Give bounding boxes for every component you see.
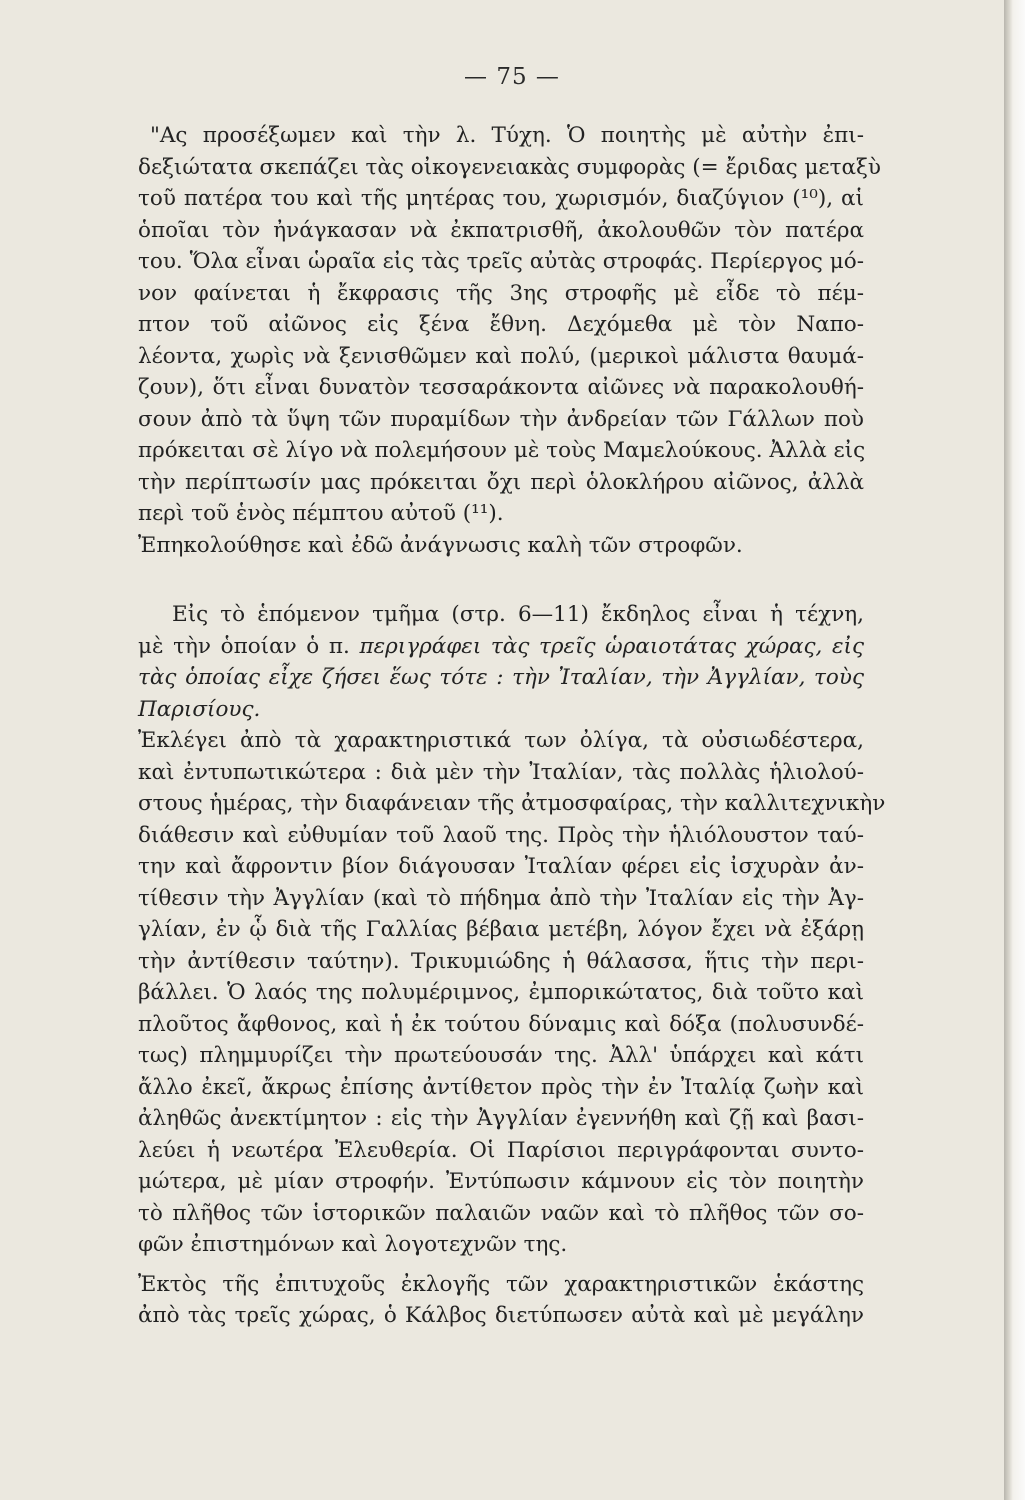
text-line: ὁποῖαι τὸν ἠνάγκασαν νὰ ἐκπατρισθῆ, ἀκολουθῶν τὸν πατέρα [138,217,864,243]
text-line: δεξιώτατα σκεπάζει τὰς οἰκογενειακὰς συμφορὰς (= ἔριδας μεταξὺ [138,154,881,180]
text-line: πλοῦτος ἄφθονος, καὶ ἡ ἐκ τούτου δύναμις καὶ δόξα (πολυσυνδέ- [138,1011,864,1037]
text-line: γλίαν, ἐν ᾧ διὰ τῆς Γαλλίας βέβαια μετέβη, λόγον ἔχει νὰ ἐξάρῃ [138,917,864,942]
text-line: τὰς ὁποίας εἶχε ζήσει ἕως τότε : τὴν Ἰταλίαν, τὴν Ἀγγλίαν, τοὺς [138,665,864,690]
text-line: νον φαίνεται ἡ ἔκφρασις τῆς 3ης στροφῆς μὲ εἶδε τὸ πέμ- [138,280,864,306]
paragraph-4 [138,725,886,1261]
text-line: Παρισίους. [138,696,261,722]
text-line: πτον τοῦ αἰῶνος εἰς ξένα ἔθνη. Δεχόμεθα μὲ τὸν Ναπο- [138,312,864,337]
page-edge [1004,0,1025,1500]
text-line: τὴν περίπτωσίν μας πρόκειται ὄχι περὶ ὁλοκλήρου αἰῶνος, ἀλλὰ [138,469,864,495]
paragraph-2 [138,530,864,562]
text-line: "Ας προσέξωμεν καὶ τὴν λ. Τύχη. Ὁ ποιητὴς μὲ αὐτὴν ἐπι- [150,123,864,148]
text-run-italic: περιγράφει τὰς τρεῖς ὡραιοτάτας χώρας, εἰς [359,633,864,659]
text-line: ἄλλο ἐκεῖ, ἄκρως ἐπίσης ἀντίθετον πρὸς τὴν ἐν Ἰταλίᾳ ζωὴν καὶ [138,1074,864,1100]
text-line: τως) πλημμυρίζει τὴν πρωτεύουσάν της. Ἀλλ' ὑπάρχει καὶ κάτι [138,1043,864,1068]
text-line: τίθεσιν τὴν Ἀγγλίαν (καὶ τὸ πήδημα ἀπὸ τὴν Ἰταλίαν εἰς τὴν Ἀγ- [138,885,864,911]
text-line: τὴν ἀντίθεσιν ταύτην). Τρικυμιώδης ἡ θάλασσα, ἥτις τὴν περι- [138,948,864,974]
text-line: τὸ πλῆθος τῶν ἱστορικῶν παλαιῶν ναῶν καὶ τὸ πλῆθος τῶν σο- [138,1200,864,1226]
text-line: τοῦ πατέρα του καὶ τῆς μητέρας του, χωρισμόν, διαζύγιον (¹⁰), αἱ [138,186,864,211]
paragraph-5 [138,1269,864,1332]
text-line: μώτερα, μὲ μίαν στροφήν. Ἐντύπωσιν κάμνουν εἰς τὸν ποιητὴν [138,1169,864,1194]
text-line: Εἰς τὸ ἑπόμενον τμῆμα (στρ. 6—11) ἔκδηλος εἶναι ἡ τέχνη, [172,602,864,627]
text-line: λεύει ἡ νεωτέρα Ἐλευθερία. Οἱ Παρίσιοι περιγράφονται συντο- [138,1137,864,1163]
text-line: φῶν ἐπιστημόνων καὶ λογοτεχνῶν της. [138,1232,568,1257]
body-text [138,120,886,1332]
text-line: πρόκειται σὲ λίγο νὰ πολεμήσουν μὲ τοὺς Μαμελούκους. Ἀλλὰ εἰς [138,438,866,463]
paragraph-gap [138,1261,864,1269]
text-line [138,631,864,663]
text-line: ἀληθῶς ἀνεκτίμητον : εἰς τὴν Ἀγγλίαν ἐγεννήθη καὶ ζῇ καὶ βασι- [138,1106,864,1131]
text-line: ζουν), ὅτι εἶναι δυνατὸν τεσσαράκοντα αἰῶνες νὰ παρακολουθή- [138,375,864,400]
text-line: βάλλει. Ὁ λαός της πολυμέριμνος, ἐμπορικώτατος, διὰ τοῦτο καὶ [138,980,864,1005]
text-line: ἀπὸ τὰς τρεῖς χώρας, ὁ Κάλβος διετύπωσεν αὐτὰ καὶ μὲ μεγάλην [138,1303,864,1328]
text-line: καὶ ἐντυπωτικώτερα : διὰ μὲν τὴν Ἰταλίαν, τὰς πολλὰς ἡλιολού- [138,759,864,785]
text-line: λέοντα, χωρὶς νὰ ξενισθῶμεν καὶ πολύ, (μερικοὶ μάλιστα θαυμά- [138,343,864,369]
text-line: την καὶ ἄφροντιν βίον διάγουσαν Ἰταλίαν φέρει εἰς ἰσχυρὰν ἀν- [138,854,864,879]
paragraph-gap [138,561,864,599]
text-line: Ἐκτὸς τῆς ἐπιτυχοῦς ἐκλογῆς τῶν χαρακτηριστικῶν ἑκάστης [138,1271,864,1297]
text-run: μὲ τὴν ὁποίαν ὁ π. [138,633,350,659]
text-line: διάθεσιν καὶ εὐθυμίαν τοῦ λαοῦ της. Πρὸς τὴν ἡλιόλουστον ταύ- [138,822,864,848]
paragraph-3 [138,599,864,725]
text-line: στους ἡμέρας, τὴν διαφάνειαν τῆς ἀτμοσφαίρας, τὴν καλλιτεχνικὴν [138,791,886,816]
text-line: περὶ τοῦ ἑνὸς πέμπτου αὐτοῦ (¹¹). [138,501,504,526]
paragraph-1 [138,120,881,530]
text-line: Ἐπηκολούθησε καὶ ἐδῶ ἀνάγνωσις καλὴ τῶν στροφῶν. [138,532,743,558]
text-line: Ἐκλέγει ἀπὸ τὰ χαρακτηριστικά των ὀλίγα, τὰ οὐσιωδέστερα, [138,728,864,753]
page-number: — 75 — [464,64,560,90]
text-line: σουν ἀπὸ τὰ ὕψη τῶν πυραμίδων τὴν ἀνδρείαν τῶν Γάλλων ποὺ [138,406,864,432]
text-line: του. Ὅλα εἶναι ὡραῖα εἰς τὰς τρεῖς αὐτὰς στροφάς. Περίεργος μό- [138,249,864,274]
